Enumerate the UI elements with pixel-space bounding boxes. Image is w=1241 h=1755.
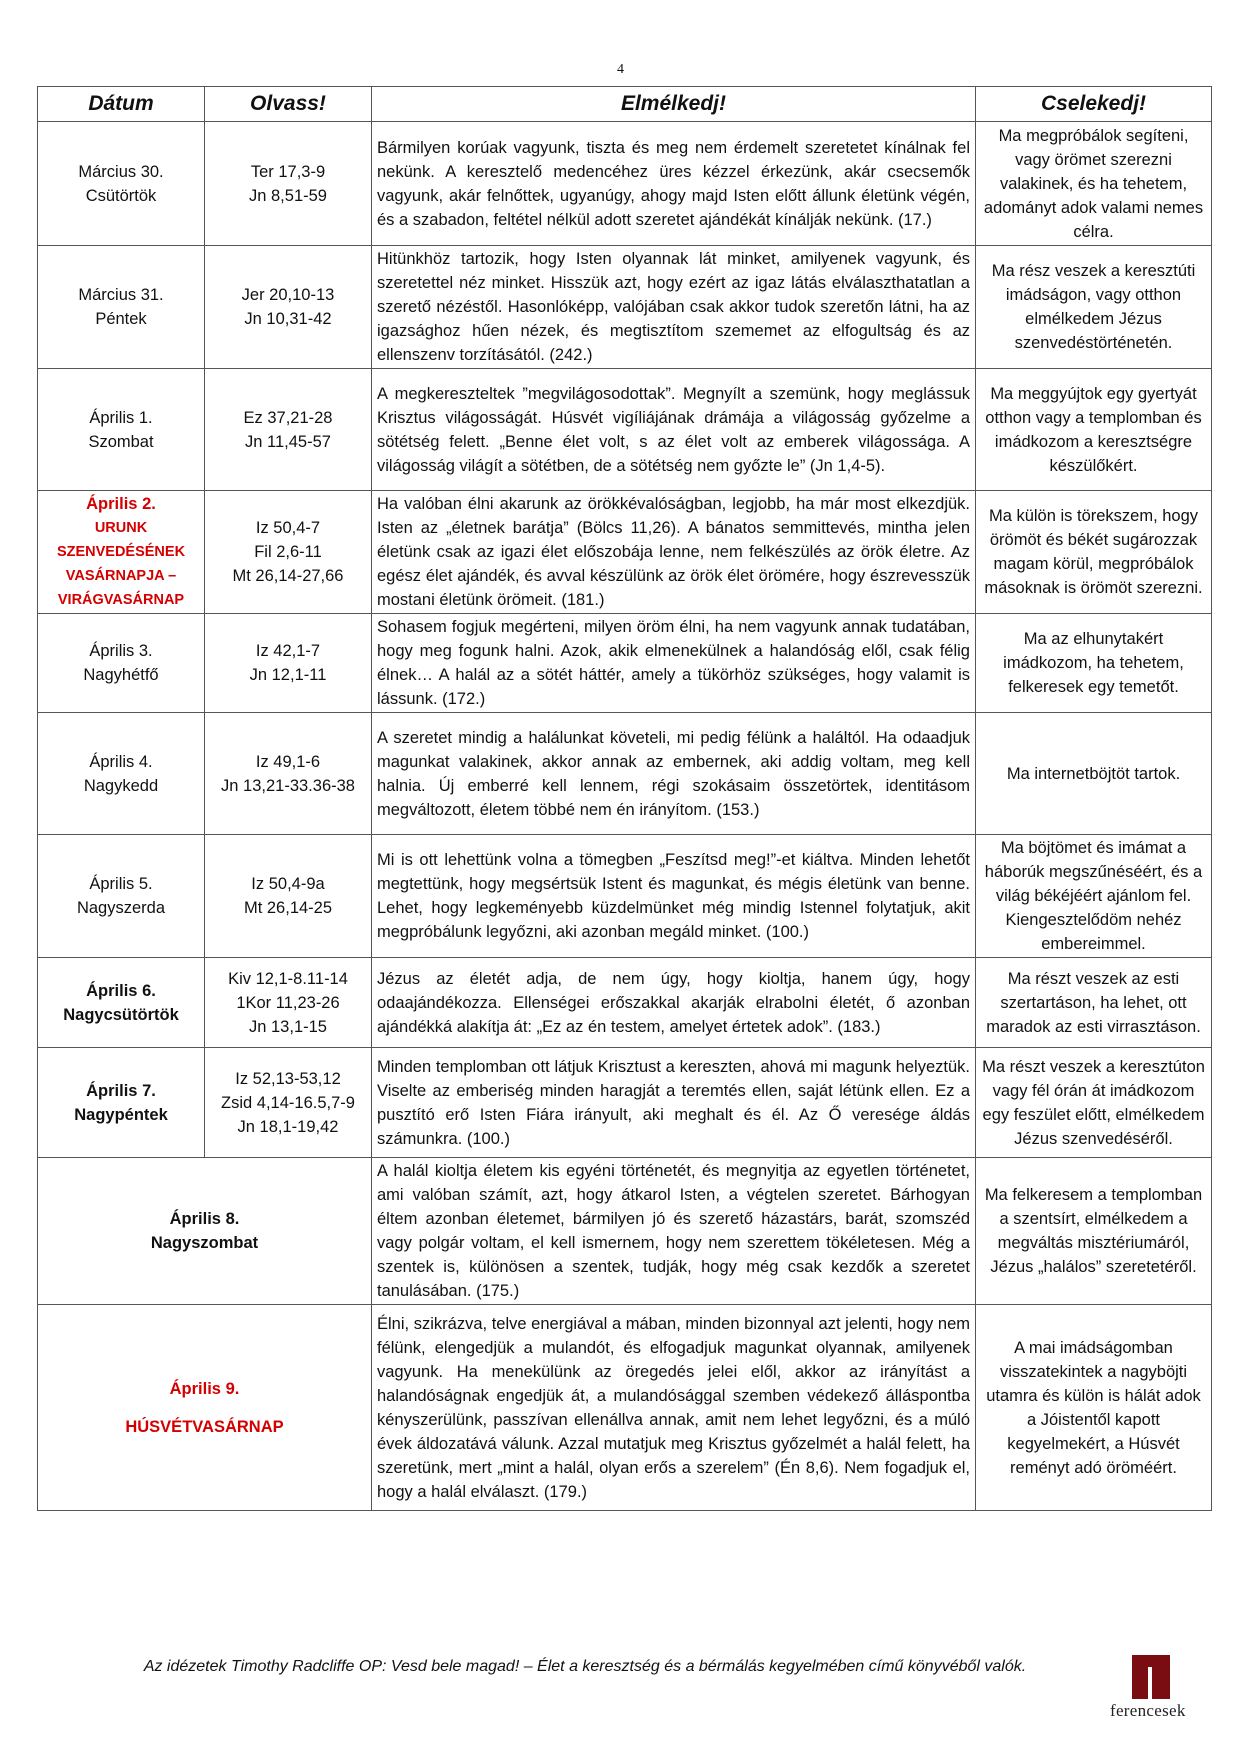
table-row <box>38 246 1212 369</box>
action-cell: Ma részt veszek a keresztúton vagy fél órán át imádkozom egy feszület előtt, elmélkedem Jézus szenvedéséről. <box>976 1048 1212 1158</box>
meditation-cell: A megkereszteltek ”megvilágosodottak”. Megnyílt a szemünk, hogy meglássuk Krisztus világosságát. Húsvét vigíliájának drámája a világosság győzelme a sötétség felett. „Benne élet volt, s az élet volt az emberek világossága. A világosság világít a sötétben, de a sötétség nem győzte le” (Jn 1,4-5). <box>372 369 976 491</box>
date-cell <box>38 614 205 713</box>
meditation-cell: A szeretet mindig a halálunkat követeli, mi pedig félünk a haláltól. Ha odaadjuk magunkat valakinek, akkor annak az embernek, aki addig voltam, meg kell halnia. Új emberré kell lennem, régi szokásaim összetörtek, identitásom megváltozott, életem többé nem én irányítom. (153.) <box>372 713 976 835</box>
reading-reference: Jn 8,51-59 <box>249 186 327 205</box>
readings-cell <box>205 246 372 369</box>
header-meditate: Elmélkedj! <box>372 87 976 122</box>
feast-name: HÚSVÉTVASÁRNAP <box>125 1417 284 1436</box>
reading-reference: 1Kor 11,23-26 <box>236 993 340 1012</box>
date-line: Nagycsütörtök <box>63 1005 179 1024</box>
reading-reference: Zsid 4,14-16.5,7-9 <box>221 1093 355 1112</box>
table-row <box>38 958 1212 1048</box>
table-row <box>38 614 1212 713</box>
table-row <box>38 122 1212 246</box>
table-row <box>38 835 1212 958</box>
logo-text: ferencesek <box>1110 1701 1186 1720</box>
date-line: Március 30. <box>78 162 164 181</box>
table-row <box>38 1158 1212 1305</box>
reading-reference: Ter 17,3-9 <box>250 162 326 181</box>
table-row <box>38 491 1212 614</box>
header-act: Cselekedj! <box>976 87 1212 122</box>
date-line: Nagypéntek <box>74 1105 168 1124</box>
date-line: Április 1. <box>89 408 153 427</box>
ferencesek-logo <box>1110 1655 1198 1735</box>
readings-cell <box>205 369 372 491</box>
date-cell <box>38 1158 372 1305</box>
date-line: Nagyhétfő <box>83 666 159 684</box>
date-cell <box>38 835 205 958</box>
reading-reference: Iz 50,4-7 <box>255 519 321 537</box>
meditation-cell: Élni, szikrázva, telve energiával a mában, minden bizonnyal azt jelenti, hogy nem félünk, elengedjük a mulandót, és elfogadjuk magunkat olyannak, amilyenek vagyunk. Ha menekülünk az öregedés jelei elől, akkor az irányítást a halandóságnak engedjük át, a mulandósággal szemben védekező álláspontba kényszerülünk, passzívan ellenállva annak, amit nem lehet legyőzni, és a múló évek áldozatává válunk. Azzal mutatjuk meg Krisztus győzelmét a halál felett, ha szeretünk, mert „mint a halál, olyan erős a szerelem” (Én 8,6). Nem fogadjuk el, hogy a halál elválaszt. (179.) <box>372 1305 976 1511</box>
date-cell <box>38 369 205 491</box>
reading-reference: Mt 26,14-25 <box>243 899 333 917</box>
date-cell <box>38 713 205 835</box>
readings-cell <box>205 614 372 713</box>
reading-reference: Kiv 12,1-8.11-14 <box>228 969 348 988</box>
table-row <box>38 1048 1212 1158</box>
lenten-calendar-table <box>37 86 1212 1511</box>
date-line: Április 9. <box>169 1379 240 1398</box>
date-cell <box>38 958 205 1048</box>
action-cell: Ma megpróbálok segíteni, vagy örömet szerezni valakinek, és ha tehetem, adományt adok valami nemes célra. <box>976 122 1212 246</box>
date-line: Április 3. <box>89 642 153 660</box>
page-number: 4 <box>617 62 624 77</box>
reading-reference: Jn 10,31-42 <box>244 310 332 328</box>
date-cell <box>38 122 205 246</box>
action-cell: A mai imádságomban visszatekintek a nagyböjti utamra és külön is hálát adok a Jóistentől kapott kegyelmekért, a Húsvét reményt adó öröméért. <box>976 1305 1212 1511</box>
date-cell <box>38 1305 372 1511</box>
action-cell: Ma böjtömet és imámat a háborúk megszűnéséért, és a világ békéjéért ajánlom fel. Kiengesztelődöm nehéz embereimmel. <box>976 835 1212 958</box>
reading-reference: Jn 13,1-15 <box>249 1017 327 1036</box>
header-date: Dátum <box>38 87 205 122</box>
reading-reference: Iz 42,1-7 <box>255 642 321 660</box>
reading-reference: Jn 12,1-11 <box>249 666 327 684</box>
reading-reference: Jn 11,45-57 <box>245 432 331 451</box>
feast-name: URUNK <box>94 520 148 536</box>
readings-cell <box>205 958 372 1048</box>
meditation-cell: Bármilyen korúak vagyunk, tiszta és meg nem érdemelt szeretetet kínálnak fel nekünk. A keresztelő medencéhez üres kézzel érkezünk, akár csecsemők vagyunk, akár felnőttek, ugyanúgy, ahogy majd Isten előtt állunk életünk végén, és a szabadon, feltétel nélkül adott szeretet ajándékát kínálják nekünk. (17.) <box>372 122 976 246</box>
reading-reference: Mt 26,14-27,66 <box>232 567 344 585</box>
action-cell: Ma részt veszek az esti szertartáson, ha lehet, ott maradok az esti virrasztáson. <box>976 958 1212 1048</box>
table-row <box>38 713 1212 835</box>
table-header-row <box>38 87 1212 122</box>
date-line: Péntek <box>95 310 147 328</box>
logo-gap <box>1148 1667 1152 1699</box>
readings-cell <box>205 835 372 958</box>
date-cell <box>38 1048 205 1158</box>
date-line: Nagyszombat <box>150 1234 259 1252</box>
reading-reference: Jn 13,21-33.36-38 <box>221 776 355 795</box>
meditation-cell: Jézus az életét adja, de nem úgy, hogy kioltja, hanem úgy, hogy odaajándékozza. Ellenségei erőszakkal akarják elrabolni életét, ő azonban ajándékká alakítja át: „Ez az én testem, amelyet értetek adok”. (183.) <box>372 958 976 1048</box>
action-cell: Ma rész veszek a keresztúti imádságon, vagy otthon elmélkedem Jézus szenvedéstörténetén. <box>976 246 1212 369</box>
action-cell: Ma internetböjtöt tartok. <box>976 713 1212 835</box>
action-cell: Ma meggyújtok egy gyertyát otthon vagy a templomban és imádkozom a keresztségre készülőkért. <box>976 369 1212 491</box>
reading-reference: Iz 52,13-53,12 <box>235 1069 341 1088</box>
date-line: Szombat <box>88 432 154 451</box>
date-line: Április 4. <box>89 752 153 771</box>
action-cell: Ma az elhunytakért imádkozom, ha tehetem, felkeresek egy temetőt. <box>976 614 1212 713</box>
meditation-cell: Minden templomban ott látjuk Krisztust a kereszten, ahová mi magunk helyeztük. Viselte az emberiség minden haragját a teremtés ellen, saját létünk ellen. Ez a pusztító erő Isten Fiára irányult, aki meghalt és él. Az Ő veresége áldás számunkra. (100.) <box>372 1048 976 1158</box>
reading-reference: Jn 18,1-19,42 <box>237 1117 339 1136</box>
date-line: Április 5. <box>89 875 153 893</box>
table-row <box>38 1305 1212 1511</box>
date-line: Nagykedd <box>83 776 159 795</box>
date-cell <box>38 491 205 614</box>
readings-cell <box>205 491 372 614</box>
reading-reference: Jer 20,10-13 <box>241 286 335 304</box>
date-line: Április 2. <box>86 495 156 513</box>
feast-name: SZENVEDÉSÉNEK <box>56 544 186 560</box>
readings-cell <box>205 122 372 246</box>
reading-reference: Ez 37,21-28 <box>243 408 333 427</box>
date-line: Csütörtök <box>85 186 157 205</box>
meditation-cell: A halál kioltja életem kis egyéni történetét, és megnyitja az egyetlen történetet, ami valóban számít, azt, hogy átkarol Isten, a végtelen szeretet. Bárhogyan éltem azonban életemet, bármilyen jó és szerető házastárs, barát, szomszéd vagy polgár voltam, el kell ismernem, hogy nem szerettem tökéletesen. Még a szentek is, különösen a szentek, tudják, hogy még csak kezdők a szeretet tanulásában. (175.) <box>372 1158 976 1305</box>
footer-citation: Az idézetek Timothy Radcliffe OP: Vesd bele magad! – Élet a keresztség és a bérmálás kegyelmében című könyvéből valók. <box>143 1658 1027 1675</box>
date-line: Április 6. <box>86 981 156 1000</box>
readings-cell <box>205 713 372 835</box>
date-line: Március 31. <box>78 286 164 304</box>
feast-name: VIRÁGVASÁRNAP <box>57 592 185 608</box>
action-cell: Ma külön is törekszem, hogy örömöt és békét sugározzak magam körül, megpróbálok másoknak is örömöt szerezni. <box>976 491 1212 614</box>
date-line: Április 7. <box>86 1081 156 1100</box>
meditation-cell: Sohasem fogjuk megérteni, milyen öröm élni, ha nem vagyunk annak tudatában, hogy meg fogunk halni. Azok, akik elmenekülnek a halandóság elől, csak félig élnek… A halál az a sötét háttér, amely a tükörhöz szükséges, hogy valamit is lássunk. (172.) <box>372 614 976 713</box>
table-row <box>38 369 1212 491</box>
date-line: Április 8. <box>169 1210 240 1228</box>
feast-name: VASÁRNAPJA – <box>65 568 177 584</box>
reading-reference: Iz 50,4-9a <box>251 875 325 893</box>
meditation-cell: Ha valóban élni akarunk az örökkévalóságban, legjobb, ha már most elkezdjük. Isten az „életnek barátja” (Bölcs 11,26). A bánatos semmittevés, mintha jelen életünk csak az igazi élet előszobája lenne, nem felkészülés az örök életre. Az egész élet ajándék, és avval készülünk az örök élet örömére, hogy észrevesszük mostani életünk örömeit. (181.) <box>372 491 976 614</box>
reading-reference: Iz 49,1-6 <box>255 752 321 771</box>
reading-reference: Fil 2,6-11 <box>254 543 322 561</box>
header-read: Olvass! <box>205 87 372 122</box>
meditation-cell: Mi is ott lehettünk volna a tömegben „Feszítsd meg!”-et kiáltva. Minden lehetőt megtettünk, hogy megsértsük Istent és magunkat, és mégis életünk van benne. Lehet, hogy legkeményebb küzdelmünket még mindig Istennel folytatjuk, akit megpróbálunk legyőzni, aki azonban megáld minket. (100.) <box>372 835 976 958</box>
date-line: Nagyszerda <box>76 899 166 917</box>
meditation-cell: Hitünkhöz tartozik, hogy Isten olyannak lát minket, amilyenek vagyunk, és szeretettel néz minket. Hisszük azt, hogy ezért az igaz látás elválaszthatatlan a szerető nézéstől. Hasonlóképp, valójában csak akkor tudok szeretőn látni, ha az igazsághoz hűen nézek, és megtisztítom szememet az elfogultság és az ellenszenv torzításától. (242.) <box>372 246 976 369</box>
readings-cell <box>205 1048 372 1158</box>
date-cell <box>38 246 205 369</box>
action-cell: Ma felkeresem a templomban a szentsírt, elmélkedem a megváltás misztériumáról, Jézus „halálos” szeretetéről. <box>976 1158 1212 1305</box>
